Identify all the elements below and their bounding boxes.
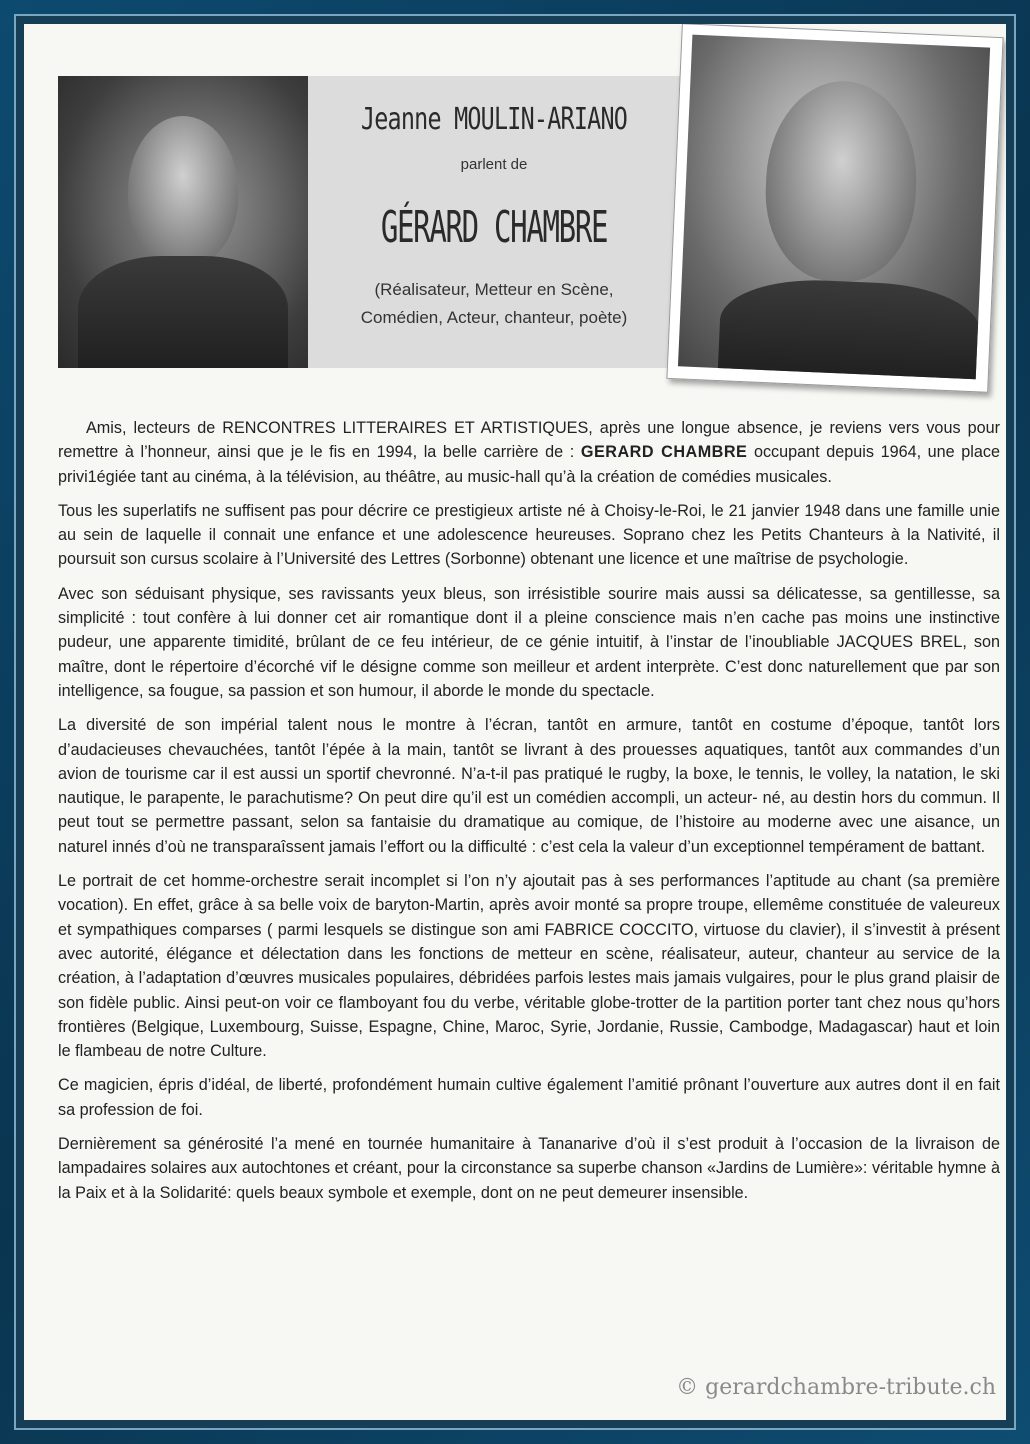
author-name: Jeanne MOULIN-ARIANO — [360, 102, 628, 137]
subject-name: GÉRARD CHAMBRE — [380, 202, 608, 253]
roles-line: Comédien, Acteur, chanteur, poète) — [360, 308, 628, 327]
author-photo — [58, 76, 308, 368]
portrait-head — [762, 78, 921, 284]
highlight-name: GERARD CHAMBRE — [580, 443, 748, 462]
paragraph: Ce magicien, épris d’idéal, de liberté, profondément humain cultive également l’amitié prônant l’ouverture aux autres dont il en fait sa profession de foi. — [58, 1076, 1000, 1119]
roles-line: (Réalisateur, Metteur en Scène, — [374, 280, 614, 299]
connector-text: parlent de — [460, 156, 528, 173]
portrait-body — [717, 276, 982, 379]
portrait-body — [78, 256, 288, 368]
subject-photo — [666, 24, 1003, 393]
article-body — [58, 416, 1000, 1215]
subject-roles — [314, 276, 674, 332]
subject-photo-image — [678, 35, 990, 380]
paragraph: Dernièrement sa générosité l’a mené en tournée humanitaire à Tananarive d’où il s’est produit à l’occasion de la livraison de lampadaires solaires aux autochtones et créant, pour la circonstance sa superbe chanson «Jardins de Lumière»: véritable hymne à la Paix et à la Solidarité: quels beaux symbole et exemple, dont on ne peut demeurer insensible. — [58, 1135, 1000, 1202]
paragraph: Amis, lecteurs de RENCONTRES LITTERAIRES ET ARTISTIQUES, après une longue absence, je reviens vers vous pour remettre à l’honneur, ainsi que je le fis en 1994, la belle carrière de : GERARD CHAMBRE occupant depuis 1964, une place privi1égiée tant au cinéma, à la télévision, au théâtre, au music-hall qu’à la création de comédies musicales. — [58, 419, 1000, 486]
paragraph: Avec son séduisant physique, ses ravissants yeux bleus, son irrésistible sourire mais aussi sa délicatesse, sa gentillesse, sa simplicité : tout confère à lui donner cet air romantique dont il a pleine conscience mais n’en cache pas moins une instinctive pudeur, une apparente timidité, brûlant de ce feu intérieur, de ce génie intuitif, à l’instar de l’inoubliable JACQUES BREL, son maître, dont le répertoire d’écorché vif le désigne comme son meilleur et ardent interprète. C’est donc naturellement que par son intelligence, sa fougue, sa passion et son humour, il aborde le monde du spectacle. — [58, 584, 1000, 700]
portrait-head — [128, 116, 238, 266]
paragraph: Le portrait de cet homme-orchestre serait incomplet si l’on n’y ajoutait pas à ses performances l’aptitude au chant (sa première vocation). En effet, grâce à sa belle voix de baryton-Martin, après avoir monté sa propre troupe, ellemême constituée de valeureux et sympathiques comparses ( parmi lesquels se distingue son ami FABRICE COCCITO, virtuose du clavier), il s’investit à présent avec autorité, élégance et délectation dans les fonctions de metteur en scène, réalisateur, auteur, chanteur au service de la création, à l’adaptation d’œuvres musicales populaires, débridées parfois lestes mais jamais vulgaires, pour le plus grand plaisir de son fidèle public. Ainsi peut-on voir ce flamboyant fou du verbe, véritable globe-trotter de la partition porter tant chez nous qu’hors frontières (Belgique, Luxembourg, Suisse, Espagne, Chine, Maroc, Syrie, Jordanie, Russie, Cambodge, Madagascar) haut et loin le flambeau de notre Culture. — [58, 872, 1000, 1061]
page — [24, 24, 1006, 1420]
paragraph: La diversité de son impérial talent nous le montre à l’écran, tantôt en armure, tantôt en costume d’époque, tantôt lors d’audacieuses chevauchées, tantôt l’épée à la main, tantôt se livrant à des prouesses aquatiques, tantôt aux commandes d’un avion de tourisme car il est aussi un sportif chevronné. N’a-t-il pas pratiqué le rugby, la boxe, le tennis, le volley, la natation, le ski nautique, le parapente, le parachutisme? On peut dire qu’il est un comédien accompli, un acteur- né, au destin hors du commun. Il peut tout se permettre passant, selon sa fantaisie du dramatique au comique, de l’histoire au moderne avec une aisance, un naturel innés d’où ne transparaîssent jamais l’effort ou la difficulté : c’est cela la valeur d’un exceptionnel tempérament de battant. — [58, 716, 1000, 856]
paragraph: Tous les superlatifs ne suffisent pas pour décrire ce prestigieux artiste né à Choisy-le-Roi, le 21 janvier 1948 dans une famille unie au sein de laquelle il connait une enfance et une adolescence heureuses. Soprano chez les Petits Chanteurs à la Nativité, il poursuit son cursus scolaire à l’Université des Lettres (Sorbonne) obtenant une licence et une maîtrise de psychologie. — [58, 501, 1000, 569]
copyright-watermark: © gerardchambre-tribute.ch — [676, 1375, 996, 1400]
